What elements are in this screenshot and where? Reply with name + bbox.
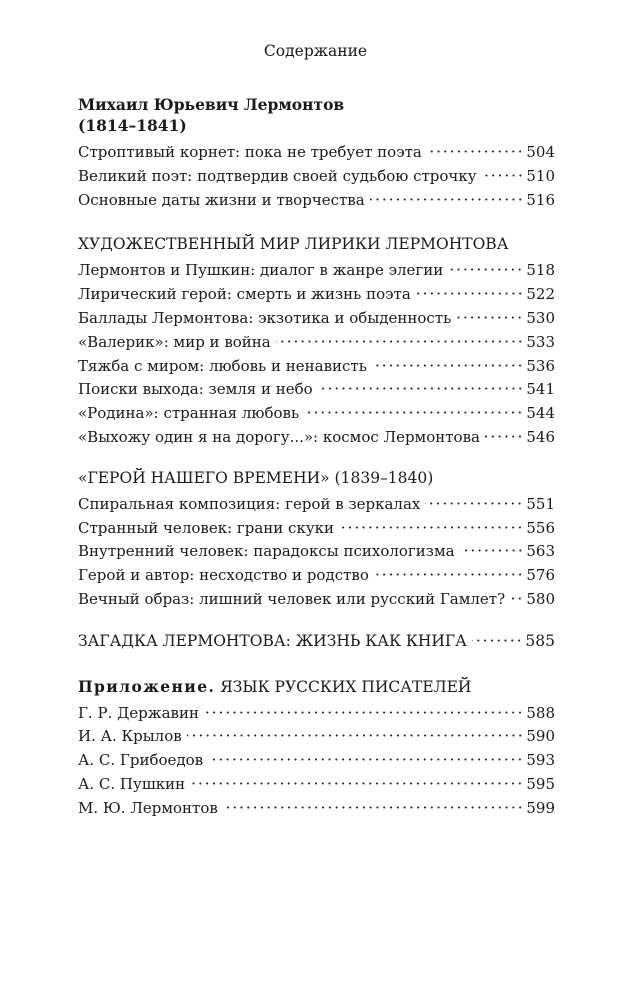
dot-leader bbox=[223, 806, 524, 809]
toc-entry[interactable] bbox=[78, 725, 555, 749]
toc-entry[interactable] bbox=[78, 165, 555, 189]
dot-leader bbox=[318, 387, 524, 390]
spacer bbox=[78, 450, 555, 468]
dot-leader bbox=[339, 526, 523, 529]
toc-entry-page: 551 bbox=[526, 494, 555, 513]
toc-entry[interactable] bbox=[78, 702, 555, 726]
spacer bbox=[78, 612, 555, 630]
page-title: Содержание bbox=[263, 42, 368, 60]
dot-leader bbox=[472, 639, 522, 642]
toc-entry[interactable] bbox=[78, 402, 555, 426]
toc-entry-page: 546 bbox=[526, 427, 555, 446]
author-name: Михаил Юрьевич Лермонтов bbox=[78, 95, 345, 114]
toc-entry[interactable] bbox=[78, 797, 555, 821]
dot-leader bbox=[204, 711, 523, 714]
dot-leader bbox=[456, 316, 523, 319]
dot-leader bbox=[370, 198, 524, 201]
toc-entry-title: Баллады Лермонтова: экзотика и обыденность bbox=[78, 308, 452, 327]
toc-entry-page: 588 bbox=[526, 703, 555, 722]
dot-leader bbox=[372, 364, 523, 367]
toc-entry-page: 536 bbox=[526, 356, 555, 375]
toc-entry-page: 530 bbox=[526, 308, 555, 327]
toc-entry-title: «Валерик»: мир и война bbox=[78, 332, 271, 351]
dot-leader bbox=[427, 150, 524, 153]
dot-leader bbox=[510, 597, 523, 600]
toc-entry-title: Лермонтов и Пушкин: диалог в жанре элегии bbox=[78, 261, 444, 280]
toc-entry-page: 541 bbox=[526, 380, 555, 399]
toc-entry-title: И. А. Крылов bbox=[78, 727, 182, 746]
dot-leader bbox=[276, 340, 524, 343]
toc-entry[interactable] bbox=[78, 773, 555, 797]
toc-entry[interactable] bbox=[78, 517, 555, 541]
appendix-label: Приложение. bbox=[78, 676, 216, 696]
dot-leader bbox=[187, 734, 524, 737]
toc-entry-page: 556 bbox=[526, 518, 555, 537]
toc-entry-title: Спиральная композиция: герой в зеркалах bbox=[78, 494, 421, 513]
author-years: (1814–1841) bbox=[78, 116, 187, 135]
toc-entry-page: 576 bbox=[526, 566, 555, 585]
toc-entry-title: Вечный образ: лишний человек или русский Гамлет? bbox=[78, 589, 506, 608]
toc-entry-page: 590 bbox=[526, 727, 555, 746]
toc-entry[interactable] bbox=[78, 749, 555, 773]
toc-entry-title: «Выхожу один я на дорогу...»: космос Лермонтова bbox=[78, 427, 480, 446]
spacer bbox=[78, 654, 555, 676]
toc-entry[interactable] bbox=[78, 331, 555, 355]
toc-entry-title: Великий поэт: подтвердив своей судьбою строчку bbox=[78, 166, 477, 185]
toc-entry-title: А. С. Пушкин bbox=[78, 774, 186, 793]
table-of-contents bbox=[78, 94, 555, 821]
toc-entry-title: Внутренний человек: парадоксы психологизма bbox=[78, 542, 455, 561]
toc-entry[interactable] bbox=[78, 493, 555, 517]
toc-entry[interactable] bbox=[78, 540, 555, 564]
section-heading-lyrics: ХУДОЖЕСТВЕННЫЙ МИР ЛИРИКИ ЛЕРМОНТОВА bbox=[78, 235, 509, 254]
toc-entry-title: Строптивый корнет: пока не требует поэта bbox=[78, 143, 422, 161]
toc-entry[interactable] bbox=[78, 189, 555, 213]
author-heading bbox=[78, 94, 555, 136]
toc-entry-title: Странный человек: грани скуки bbox=[78, 518, 335, 537]
toc-entry-page: 522 bbox=[526, 285, 555, 304]
toc-entry[interactable] bbox=[78, 307, 555, 331]
toc-entry[interactable] bbox=[78, 564, 555, 588]
toc-entry[interactable] bbox=[78, 355, 555, 379]
toc-entry-title: «Родина»: странная любовь bbox=[78, 404, 300, 423]
dot-leader bbox=[304, 411, 523, 414]
dot-leader bbox=[208, 758, 523, 761]
toc-entry-title: Г. Р. Державин bbox=[78, 703, 199, 722]
toc-entry-page: 593 bbox=[526, 751, 555, 770]
toc-entry-title: Лирический герой: смерть и жизнь поэта bbox=[78, 285, 411, 304]
toc-entry[interactable] bbox=[78, 259, 555, 283]
toc-entry-page: 595 bbox=[526, 774, 555, 793]
toc-entry-title: Основные даты жизни и творчества bbox=[78, 190, 365, 209]
toc-entry-title: Герой и автор: несходство и родство bbox=[78, 566, 369, 585]
toc-entry-page: 533 bbox=[526, 332, 555, 351]
appendix-heading: ЯЗЫК РУССКИХ ПИСАТЕЛЕЙ bbox=[215, 677, 472, 696]
toc-entry-title: Тяжба с миром: любовь и ненависть bbox=[78, 356, 367, 375]
dot-leader bbox=[425, 502, 523, 505]
toc-entry[interactable] bbox=[78, 141, 555, 165]
toc-entry-page: 516 bbox=[526, 190, 555, 209]
dot-leader bbox=[460, 549, 524, 552]
toc-entry-page: 580 bbox=[526, 589, 555, 608]
toc-entry-title: А. С. Грибоедов bbox=[78, 751, 204, 770]
dot-leader bbox=[190, 782, 523, 785]
spacer bbox=[78, 212, 555, 234]
toc-entry[interactable] bbox=[78, 426, 555, 450]
toc-entry-title: ЗАГАДКА ЛЕРМОНТОВА: ЖИЗНЬ КАК КНИГА bbox=[78, 631, 467, 650]
section-heading-hero: «ГЕРОЙ НАШЕГО ВРЕМЕНИ» (1839–1840) bbox=[78, 468, 434, 487]
toc-entry-page: 563 bbox=[526, 542, 555, 561]
toc-entry-page: 518 bbox=[526, 261, 555, 280]
toc-entry-title: М. Ю. Лермонтов bbox=[78, 798, 218, 817]
toc-entry-page: 585 bbox=[525, 631, 555, 650]
dot-leader bbox=[448, 268, 523, 271]
toc-entry-title: Поиски выхода: земля и небо bbox=[78, 380, 313, 399]
section-heading-appendix bbox=[78, 676, 555, 698]
dot-leader bbox=[485, 435, 523, 438]
toc-entry-riddle[interactable] bbox=[78, 630, 555, 654]
toc-entry[interactable] bbox=[78, 588, 555, 612]
toc-entry-page: 599 bbox=[526, 798, 555, 817]
toc-entry-page: 510 bbox=[526, 166, 555, 185]
dot-leader bbox=[416, 292, 524, 295]
toc-entry[interactable] bbox=[78, 378, 555, 402]
toc-entry[interactable] bbox=[78, 283, 555, 307]
toc-entry-page: 504 bbox=[526, 143, 555, 161]
dot-leader bbox=[374, 573, 523, 576]
dot-leader bbox=[482, 174, 524, 177]
toc-entry-page: 544 bbox=[526, 404, 555, 423]
